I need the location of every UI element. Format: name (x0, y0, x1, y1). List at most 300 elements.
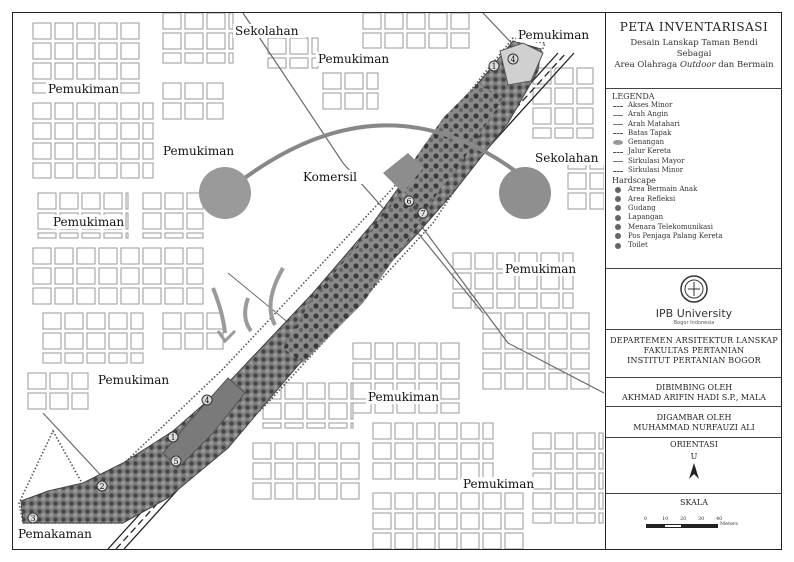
legend-item-label: Sirkulasi Mayor (628, 156, 685, 165)
building (353, 403, 371, 413)
map-label: Pemukiman (518, 28, 590, 42)
building (187, 268, 203, 284)
ipb-emblem-icon (674, 273, 714, 305)
building (373, 513, 391, 529)
building (417, 443, 435, 459)
building (363, 13, 381, 29)
legend-item-label: Jalur Kereta (628, 147, 671, 156)
building (373, 463, 391, 479)
building (395, 463, 413, 479)
supervisor-name: AKHMAD ARIFIN HADI S.P., MALA (622, 393, 766, 402)
building (533, 473, 551, 489)
building (483, 493, 501, 509)
building (185, 313, 203, 329)
sheet-title: PETA INVENTARISASI (619, 20, 769, 34)
building (577, 108, 593, 124)
scale-heading: SKALA (680, 498, 708, 507)
building (577, 433, 595, 449)
building (441, 403, 459, 413)
title-section (606, 13, 782, 89)
building (109, 353, 127, 363)
building (165, 213, 183, 229)
logo-section (606, 269, 782, 330)
hardscape-item (606, 241, 782, 250)
ellipse-icon (613, 140, 623, 145)
legend-item (606, 138, 782, 147)
building (461, 533, 479, 549)
dashed-line-icon (613, 133, 623, 134)
building (28, 373, 46, 389)
sheet-subtitle (606, 38, 782, 71)
building (319, 463, 337, 479)
building (533, 108, 551, 124)
building (33, 143, 51, 159)
building (533, 433, 551, 449)
building (33, 123, 51, 139)
building (307, 383, 325, 399)
building (599, 433, 603, 449)
building (563, 293, 573, 308)
building (363, 33, 381, 48)
marker-dot-icon (615, 224, 621, 230)
building (351, 423, 353, 428)
building (341, 463, 359, 479)
tree-cluster (283, 198, 426, 363)
subtitle-line-2 (612, 60, 776, 71)
building (290, 58, 308, 68)
building (461, 423, 479, 439)
scale-tick-label: 20 (680, 516, 687, 522)
hardscape-marker-number: 2 (99, 482, 105, 491)
building (163, 83, 181, 99)
building (143, 268, 161, 284)
legend-item (606, 147, 782, 156)
building (99, 103, 117, 119)
building (99, 143, 117, 159)
building (599, 453, 603, 469)
building (187, 248, 203, 264)
building (419, 343, 437, 359)
building (568, 193, 586, 209)
building (297, 463, 315, 479)
building (590, 173, 604, 189)
department-line-3: INSTITUT PERTANIAN BOGOR (627, 356, 761, 365)
building (441, 343, 459, 359)
building (461, 513, 479, 529)
building (483, 353, 501, 369)
building (185, 333, 203, 349)
map-canvas (13, 13, 604, 549)
building (229, 13, 233, 29)
building (533, 453, 551, 469)
building (207, 13, 225, 29)
building (229, 33, 233, 49)
hardscape-list (606, 185, 782, 250)
hardscape-item (606, 204, 782, 213)
building (568, 173, 586, 189)
building (419, 363, 437, 379)
building (33, 163, 51, 178)
legend-item-label: Batas Tapak (628, 128, 672, 137)
hardscape-item (606, 213, 782, 222)
building (397, 343, 415, 359)
building (33, 63, 51, 79)
map-label: Komersil (303, 170, 357, 184)
marker-dot-icon (615, 205, 621, 211)
wind-arrows (213, 268, 283, 341)
map-label: Sekolahan (535, 151, 599, 165)
building (268, 38, 286, 54)
map-label: Pemukiman (318, 52, 390, 66)
building (87, 353, 105, 363)
building (185, 83, 203, 99)
building (505, 533, 523, 549)
building (439, 533, 457, 549)
building (207, 83, 223, 99)
building (395, 513, 413, 529)
hardscape-item (606, 195, 782, 204)
building (33, 288, 51, 304)
building (253, 463, 271, 479)
title-block (605, 13, 781, 549)
hardscape-marker-number: 4 (510, 55, 516, 64)
building (439, 493, 457, 509)
building (439, 423, 457, 439)
map-label: Pemukiman (48, 82, 120, 96)
dashed-line-icon (613, 152, 623, 153)
building (263, 423, 281, 428)
building (375, 403, 393, 413)
building (577, 493, 595, 509)
building (571, 353, 589, 369)
building (143, 213, 161, 229)
building (577, 473, 595, 489)
building (441, 383, 459, 399)
building (407, 33, 425, 48)
wind-arrow-icon (613, 115, 623, 116)
building (82, 233, 100, 238)
building (99, 123, 117, 139)
building (38, 233, 56, 238)
building (187, 288, 203, 304)
building (163, 313, 181, 329)
building (121, 163, 139, 178)
building (43, 353, 61, 363)
building (441, 363, 459, 379)
sun-rise-circle (199, 167, 251, 219)
building (571, 313, 589, 329)
building (143, 163, 153, 178)
legend-item-label: Sirkulasi Minor (628, 166, 684, 175)
drawn-by-heading: DIGAMBAR OLEH (656, 413, 732, 422)
building (555, 473, 573, 489)
building (275, 463, 293, 479)
department-section (606, 330, 782, 378)
building (185, 103, 203, 119)
building (253, 483, 271, 499)
building (373, 493, 391, 509)
building (143, 103, 153, 119)
building (143, 123, 153, 139)
scale-tick-label: 40 (716, 516, 723, 522)
building (417, 533, 435, 549)
scale-section (606, 494, 782, 549)
building (353, 343, 371, 359)
marker-dot-icon (615, 243, 621, 249)
building (290, 38, 308, 54)
building (461, 493, 479, 509)
university-tagline: Bogor Indonesia (673, 320, 715, 326)
marker-dot-icon (615, 233, 621, 239)
building (131, 333, 143, 349)
building (143, 233, 161, 238)
map-label: Pemukiman (53, 215, 125, 229)
building (121, 43, 139, 59)
building (275, 443, 293, 459)
building (577, 68, 593, 84)
scale-bar-fill (646, 524, 718, 528)
building (77, 23, 95, 39)
building (121, 23, 139, 39)
building (55, 23, 73, 39)
building (483, 533, 501, 549)
building (505, 353, 523, 369)
building (165, 268, 183, 284)
drawn-by-name: MUHAMMAD NURFAUZI ALI (633, 423, 755, 432)
building (549, 313, 567, 329)
arrow-both-icon (613, 106, 623, 107)
building (505, 313, 523, 329)
building (43, 333, 61, 349)
building (77, 43, 95, 59)
map-label: Sekolahan (235, 24, 299, 38)
building (533, 128, 551, 138)
scale-unit: Meters (720, 521, 739, 527)
building (577, 453, 595, 469)
building (43, 313, 61, 329)
building (60, 233, 78, 238)
building (121, 248, 139, 264)
legend-list (606, 101, 782, 175)
building (395, 443, 413, 459)
building (483, 443, 493, 459)
building (483, 333, 501, 349)
building (429, 13, 447, 29)
building (599, 473, 603, 489)
building (555, 128, 573, 138)
building (345, 73, 363, 89)
building (143, 288, 161, 304)
building (121, 143, 139, 159)
building (555, 513, 573, 523)
sun-set-circle (499, 167, 551, 219)
building (533, 513, 551, 523)
building (351, 403, 353, 419)
building (341, 443, 359, 459)
building (38, 193, 56, 209)
building (439, 513, 457, 529)
building (207, 53, 225, 63)
building (419, 403, 437, 413)
building (50, 393, 68, 409)
building (351, 383, 353, 399)
building (72, 373, 88, 389)
building (99, 63, 117, 79)
marker-dot-icon (615, 215, 621, 221)
map-label: Pemukiman (98, 373, 170, 387)
building (599, 493, 603, 509)
building (353, 363, 371, 379)
hardscape-item-label: Toilet (628, 241, 648, 250)
building (77, 103, 95, 119)
building (483, 423, 493, 439)
building (555, 108, 573, 124)
solid-line-icon (613, 161, 623, 162)
building (55, 163, 73, 178)
legend-item (606, 101, 782, 110)
building (77, 143, 95, 159)
building (275, 483, 293, 499)
building (285, 403, 303, 419)
building (417, 493, 435, 509)
building (104, 233, 122, 238)
building (163, 13, 181, 29)
building (87, 333, 105, 349)
building (99, 43, 117, 59)
building (207, 103, 223, 119)
building (451, 33, 469, 48)
map-area (13, 13, 604, 549)
building (99, 248, 117, 264)
north-label: U (690, 452, 698, 461)
building (599, 513, 603, 523)
building (461, 443, 479, 459)
building (55, 248, 73, 264)
building (65, 353, 83, 363)
building (72, 393, 88, 409)
building (33, 43, 51, 59)
building (55, 43, 73, 59)
department-line-2: FAKULTAS PERTANIAN (643, 346, 745, 355)
building (475, 253, 493, 269)
legend-item (606, 166, 782, 175)
marker-dot-icon (615, 196, 621, 202)
building (55, 288, 73, 304)
hardscape-item-label: Pos Penjaga Palang Kereta (628, 231, 723, 240)
building (527, 333, 545, 349)
orientation-heading: ORIENTASI (670, 440, 718, 449)
hardscape-item (606, 185, 782, 194)
building (65, 333, 83, 349)
building (187, 233, 203, 238)
building (577, 128, 593, 138)
building (165, 248, 183, 264)
building (373, 423, 391, 439)
building (475, 273, 493, 289)
marker-dot-icon (615, 187, 621, 193)
building (285, 383, 303, 399)
building (55, 143, 73, 159)
building (109, 313, 127, 329)
university-name: IPB University (655, 307, 733, 320)
building (555, 453, 573, 469)
building (483, 373, 501, 389)
building (367, 93, 378, 109)
building (131, 313, 143, 329)
building (385, 33, 403, 48)
legend-item (606, 120, 782, 129)
building (163, 53, 181, 63)
building (397, 403, 415, 413)
legend-item-label: Genangan (628, 138, 665, 147)
building (185, 33, 203, 49)
building (439, 443, 457, 459)
scale-bar-gap (664, 524, 682, 528)
orientation-section (606, 438, 782, 494)
building (541, 293, 559, 308)
building (367, 73, 378, 89)
building (126, 233, 128, 238)
legend-heading: LEGENDA (612, 92, 655, 101)
building (121, 268, 139, 284)
building (417, 423, 435, 439)
legend-item-label: Arah Angin (628, 110, 669, 119)
map-label: Pemukiman (463, 477, 535, 491)
building (131, 353, 143, 363)
hardscape-marker-number: 7 (420, 209, 426, 218)
building (65, 313, 83, 329)
building (395, 493, 413, 509)
scale-tick-label: 30 (698, 516, 705, 522)
building (77, 288, 95, 304)
field-lapangan-north (500, 43, 543, 85)
building (229, 53, 233, 63)
legend-item (606, 110, 782, 119)
building (163, 33, 181, 49)
building (143, 143, 153, 159)
building (533, 493, 551, 509)
subtitle-line-1: Desain Lanskap Taman Bendi Sebagai (630, 38, 758, 59)
building (109, 333, 127, 349)
building (451, 13, 469, 29)
building (417, 513, 435, 529)
building (329, 383, 347, 399)
building (329, 403, 347, 419)
building (429, 33, 447, 48)
building (60, 193, 78, 209)
building (163, 103, 181, 119)
hardscape-marker-number: 6 (406, 197, 412, 206)
building (341, 483, 359, 499)
building (33, 248, 51, 264)
drawn-by-section (606, 407, 782, 438)
hardscape-marker-number: 1 (170, 433, 176, 442)
building (99, 268, 117, 284)
building (55, 63, 73, 79)
road-cross (418, 233, 483, 313)
hardscape-item-label: Menara Telekomunikasi (628, 222, 713, 231)
hardscape-marker-number: 4 (204, 396, 210, 405)
building (165, 233, 183, 238)
building (307, 403, 325, 419)
building (77, 248, 95, 264)
building (33, 268, 51, 284)
building (319, 443, 337, 459)
building (55, 268, 73, 284)
building (185, 53, 203, 63)
building (163, 333, 181, 349)
building (87, 313, 105, 329)
